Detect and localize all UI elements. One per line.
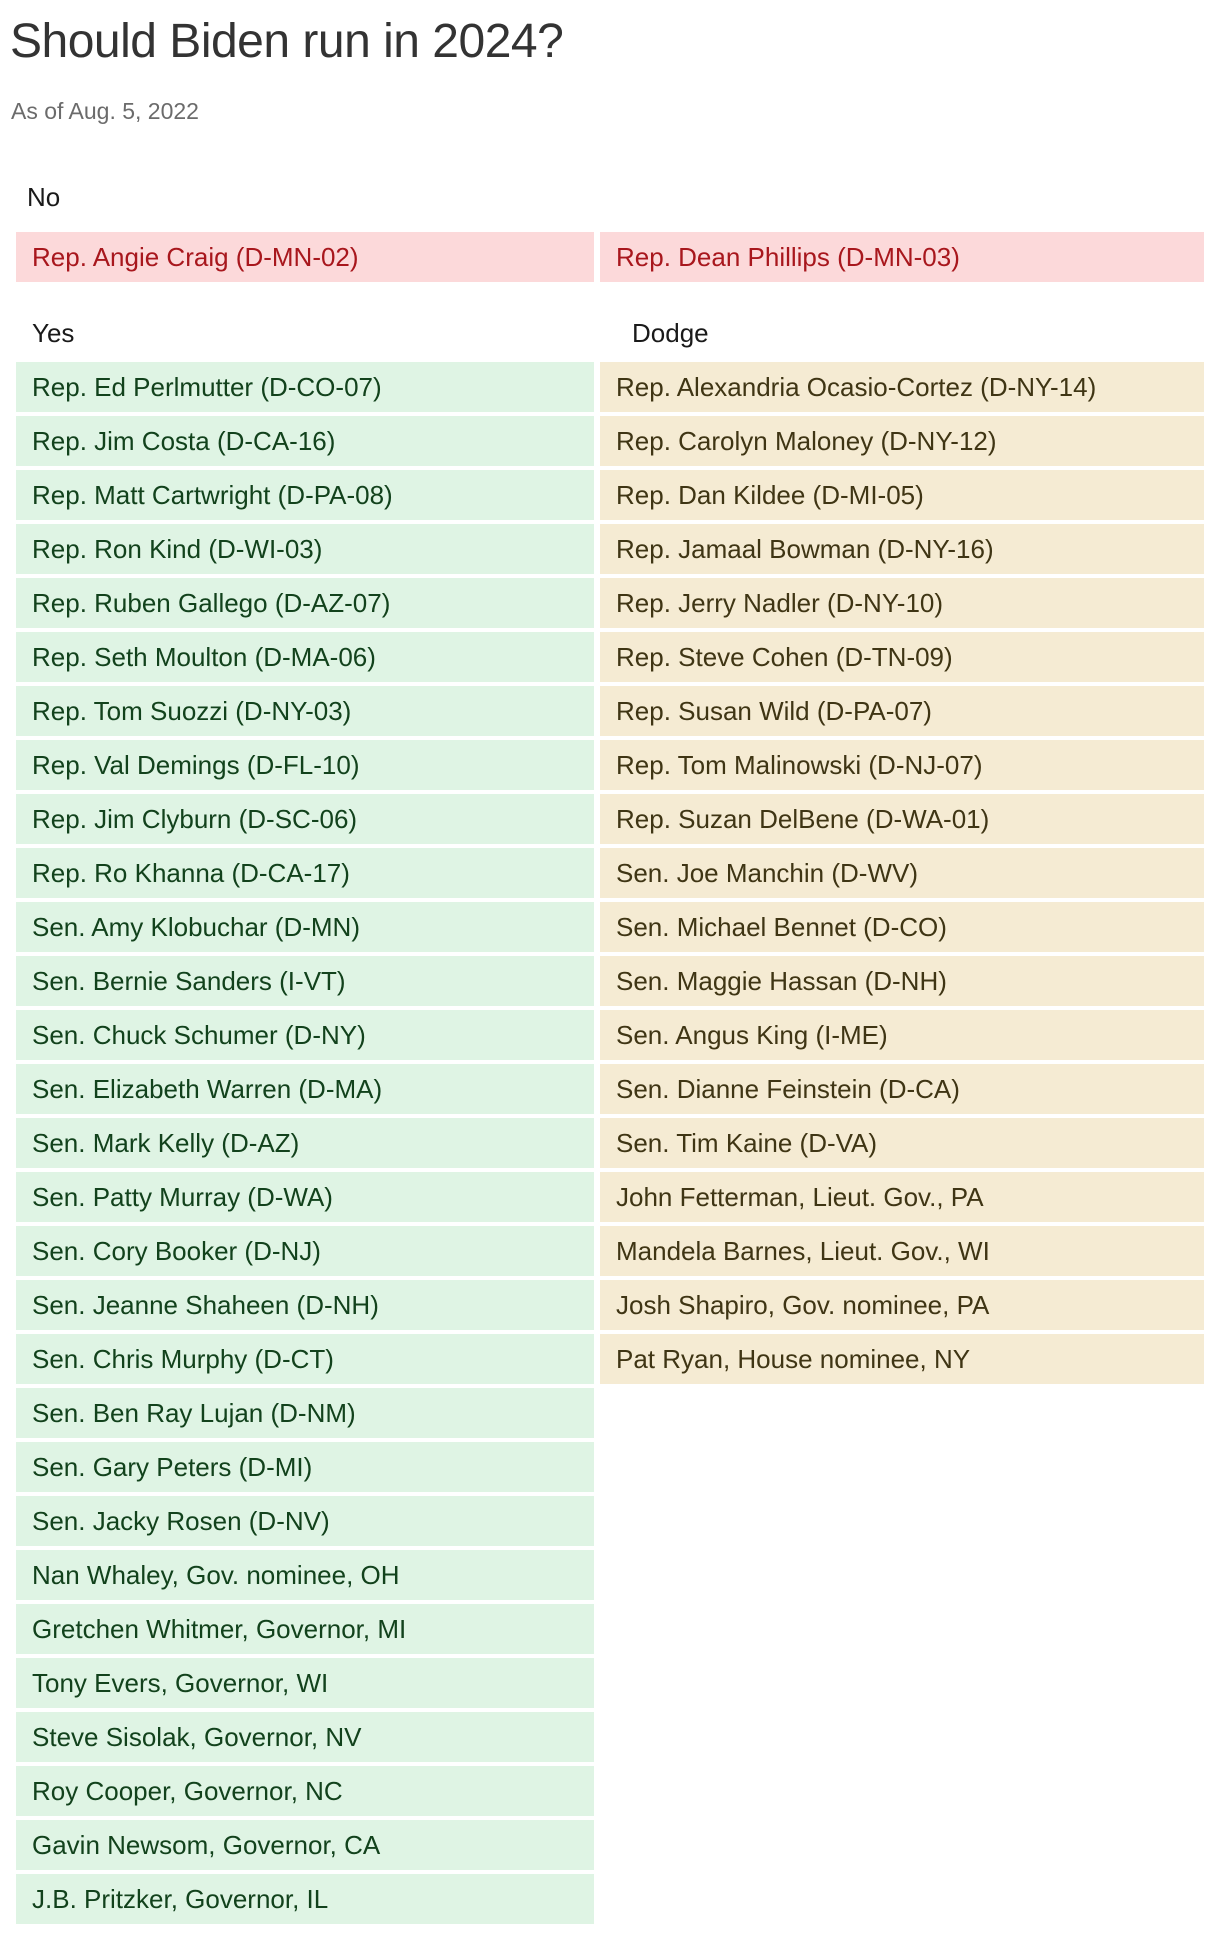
list-item: Rep. Steve Cohen (D-TN-09) [600, 632, 1204, 682]
dodge-list [600, 362, 1204, 1384]
list-item: Gretchen Whitmer, Governor, MI [16, 1604, 594, 1654]
page-title: Should Biden run in 2024? [10, 15, 564, 68]
no-list-left [16, 232, 594, 282]
list-item: Sen. Mark Kelly (D-AZ) [16, 1118, 594, 1168]
list-item: Sen. Tim Kaine (D-VA) [600, 1118, 1204, 1168]
list-item: Mandela Barnes, Lieut. Gov., WI [600, 1226, 1204, 1276]
no-list-right [600, 232, 1204, 282]
list-item: Rep. Tom Suozzi (D-NY-03) [16, 686, 594, 736]
list-item: Rep. Seth Moulton (D-MA-06) [16, 632, 594, 682]
list-item: Rep. Ed Perlmutter (D-CO-07) [16, 362, 594, 412]
list-item: Sen. Chris Murphy (D-CT) [16, 1334, 594, 1384]
list-item: Tony Evers, Governor, WI [16, 1658, 594, 1708]
list-item: Rep. Carolyn Maloney (D-NY-12) [600, 416, 1204, 466]
list-item: Sen. Jeanne Shaheen (D-NH) [16, 1280, 594, 1330]
list-item: Sen. Gary Peters (D-MI) [16, 1442, 594, 1492]
list-item: Rep. Ro Khanna (D-CA-17) [16, 848, 594, 898]
list-item: Rep. Tom Malinowski (D-NJ-07) [600, 740, 1204, 790]
list-item: Steve Sisolak, Governor, NV [16, 1712, 594, 1762]
section-label-dodge: Dodge [632, 318, 709, 348]
list-item: Sen. Angus King (I-ME) [600, 1010, 1204, 1060]
list-item: Rep. Ron Kind (D-WI-03) [16, 524, 594, 574]
list-item: Sen. Jacky Rosen (D-NV) [16, 1496, 594, 1546]
list-item: Nan Whaley, Gov. nominee, OH [16, 1550, 594, 1600]
list-item: Rep. Susan Wild (D-PA-07) [600, 686, 1204, 736]
list-item: Sen. Patty Murray (D-WA) [16, 1172, 594, 1222]
list-item: Rep. Matt Cartwright (D-PA-08) [16, 470, 594, 520]
list-item: Rep. Suzan DelBene (D-WA-01) [600, 794, 1204, 844]
list-item: Sen. Dianne Feinstein (D-CA) [600, 1064, 1204, 1114]
page-subtitle: As of Aug. 5, 2022 [11, 98, 199, 124]
list-item: John Fetterman, Lieut. Gov., PA [600, 1172, 1204, 1222]
list-item: Rep. Jamaal Bowman (D-NY-16) [600, 524, 1204, 574]
list-item: Rep. Jim Costa (D-CA-16) [16, 416, 594, 466]
list-item: Sen. Maggie Hassan (D-NH) [600, 956, 1204, 1006]
list-item: Rep. Jerry Nadler (D-NY-10) [600, 578, 1204, 628]
list-item: Rep. Val Demings (D-FL-10) [16, 740, 594, 790]
list-item: Roy Cooper, Governor, NC [16, 1766, 594, 1816]
list-item: Josh Shapiro, Gov. nominee, PA [600, 1280, 1204, 1330]
list-item: Sen. Cory Booker (D-NJ) [16, 1226, 594, 1276]
list-item: Rep. Jim Clyburn (D-SC-06) [16, 794, 594, 844]
section-label-no: No [27, 182, 61, 212]
list-item: Sen. Ben Ray Lujan (D-NM) [16, 1388, 594, 1438]
list-item: Sen. Elizabeth Warren (D-MA) [16, 1064, 594, 1114]
list-item: Rep. Dean Phillips (D-MN-03) [600, 232, 1204, 282]
list-item: Gavin Newsom, Governor, CA [16, 1820, 594, 1870]
list-item: Sen. Chuck Schumer (D-NY) [16, 1010, 594, 1060]
list-item: Pat Ryan, House nominee, NY [600, 1334, 1204, 1384]
list-item: Sen. Michael Bennet (D-CO) [600, 902, 1204, 952]
yes-list [16, 362, 594, 1924]
list-item: Rep. Alexandria Ocasio-Cortez (D-NY-14) [600, 362, 1204, 412]
list-item: Rep. Angie Craig (D-MN-02) [16, 232, 594, 282]
list-item: J.B. Pritzker, Governor, IL [16, 1874, 594, 1924]
list-item: Sen. Joe Manchin (D-WV) [600, 848, 1204, 898]
list-item: Sen. Bernie Sanders (I-VT) [16, 956, 594, 1006]
section-label-yes: Yes [32, 318, 75, 348]
list-item: Sen. Amy Klobuchar (D-MN) [16, 902, 594, 952]
list-item: Rep. Ruben Gallego (D-AZ-07) [16, 578, 594, 628]
list-item: Rep. Dan Kildee (D-MI-05) [600, 470, 1204, 520]
